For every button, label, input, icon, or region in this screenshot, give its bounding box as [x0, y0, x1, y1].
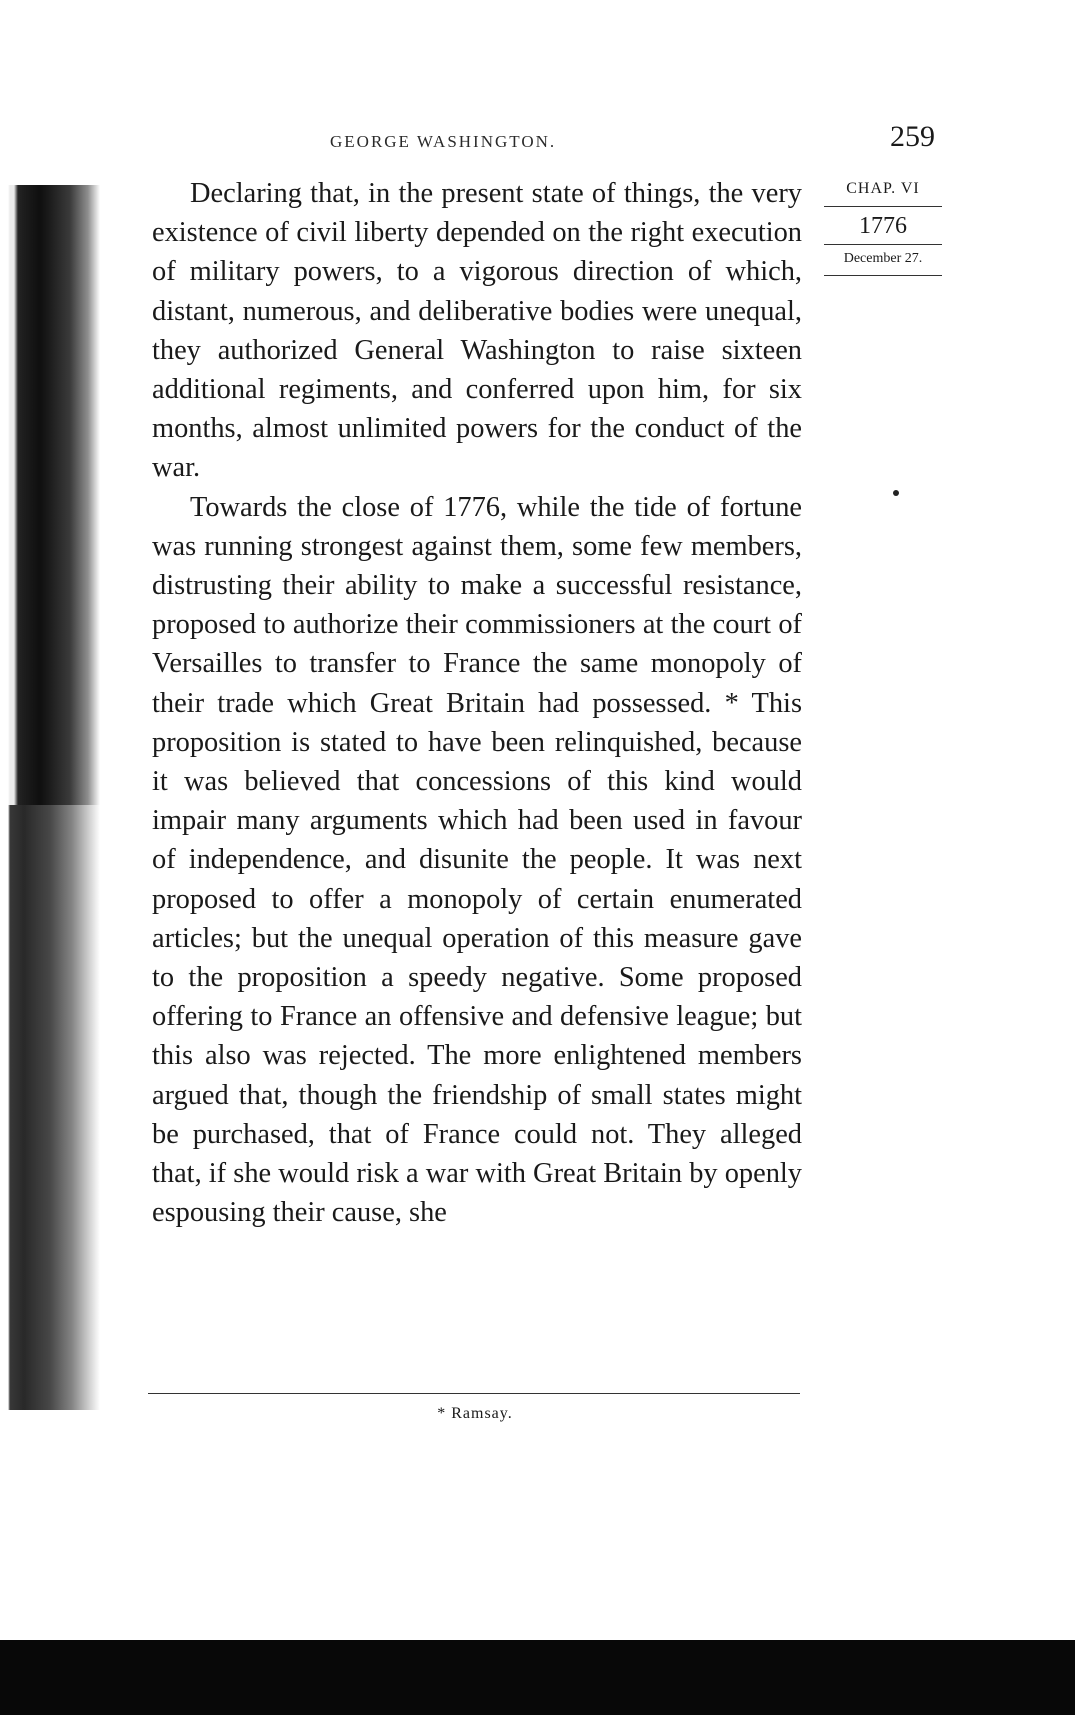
binding-shadow-dark — [0, 185, 100, 805]
margin-notes — [824, 180, 942, 276]
body-text — [152, 174, 802, 1232]
margin-date: December 27. — [824, 245, 942, 276]
paragraph-1: Declaring that, in the present state of things, the very existence of civil liberty depended on the right execution of military powers, to a vigorous direction of which, distant, numerous, and deliberative bodies were unequal, they authorized General Washington to raise sixteen additional regiments, and conferred upon him, for six months, almost unlimited powers for the conduct of the war. — [152, 178, 802, 484]
page-number: 259 — [890, 120, 935, 153]
paragraph-2: Towards the close of 1776, while the tide of fortune was running strongest against them, some few members, distrusting their ability to make a successful resistance, proposed to authorize their commissioners at the court of Versailles to transfer to France the same monopoly of their trade which Great Britain had possessed. * This proposition is stated to have been relinquished, because it was believed that concessions of this kind would impair many arguments which had been used in favour of independence, and disunite the people. It was next proposed to offer a monopoly of certain enumerated articles; but the unequal operation of this measure gave to the proposition a speedy negative. Some proposed offering to France an offensive and defensive league; but this also was rejected. The more enlightened members argued that, though the friendship of small states might be purchased, that of France could not. They alleged that, if she would risk a war with Great Britain by openly espousing their cause, she — [152, 491, 802, 1229]
footnote: * Ramsay. — [437, 1405, 513, 1422]
running-head: GEORGE WASHINGTON. — [330, 132, 557, 151]
footnote-rule — [148, 1393, 800, 1394]
margin-chapter: CHAP. VI — [824, 180, 942, 207]
margin-year: 1776 — [824, 207, 942, 245]
ink-speck — [893, 490, 899, 496]
scan-edge-bar — [0, 1640, 1075, 1715]
